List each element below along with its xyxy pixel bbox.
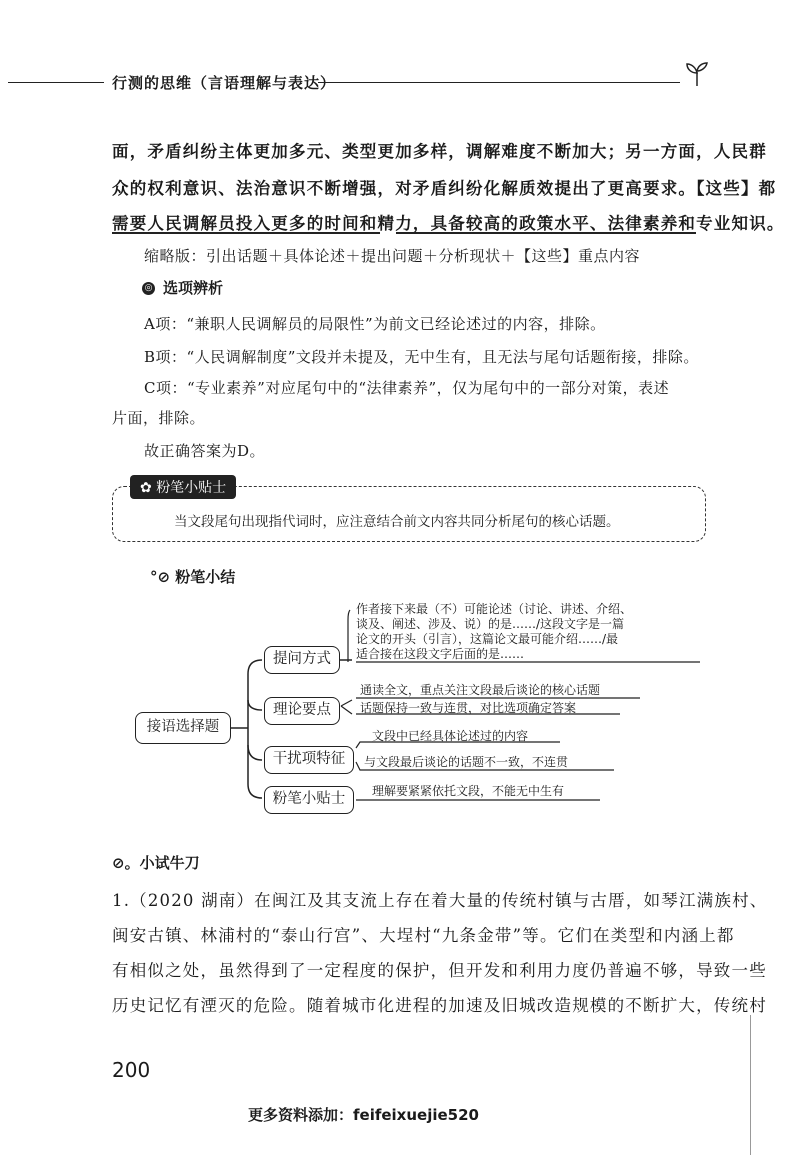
option-line: 片面，排除。 (112, 409, 206, 427)
summary-line: 缩略版：引出话题＋具体论述＋提出问题＋分析现状＋【这些】重点内容 (144, 247, 641, 265)
tip-label-text: 粉笔小贴士 (156, 480, 227, 496)
passage-line: 众的权利意识、法治意识不断增强，对矛盾纠纷化解质效提出了更高要求。【这些】都 (112, 179, 777, 198)
passage-underline (112, 232, 380, 234)
practice-line: 历史记忆有湮灭的危险。随着城市化进程的加速及旧城改造规模的不断扩大，传统村 (112, 996, 767, 1015)
mindmap-note: 谈及、阐述、涉及、说）的是……/这段文字是一篇 (356, 617, 625, 631)
option-line: A项：“兼职人民调解员的局限性”为前文已经论述过的内容，排除。 (144, 315, 606, 333)
summary-section-title (150, 566, 235, 587)
option-section-title (142, 277, 223, 298)
header-rule-right (318, 82, 680, 83)
passage-line: 需要人民调解员投入更多的时间和精力，具备较高的政策水平、法律素养和专业知识。 (112, 214, 785, 233)
mindmap-branch: 粉笔小贴士 (264, 786, 354, 814)
mindmap-branch: 理论要点 (264, 697, 340, 725)
option-section-label: 选项辨析 (163, 279, 224, 297)
analysis-badge-icon: ◎ (142, 282, 155, 295)
summary-section-label: 粉笔小结 (175, 568, 236, 586)
mindmap-branch: 提问方式 (264, 646, 340, 674)
mindmap-note: 理解要紧紧依托文段，不能无中生有 (372, 784, 565, 798)
header-title: 行测的思维（言语理解与表达） (106, 72, 342, 93)
right-margin-rule (750, 1015, 751, 1155)
option-line: B项：“人民调解制度”文段并未提及，无中生有，且无法与尾句话题衔接，排除。 (144, 348, 699, 366)
page-number: 200 (112, 1058, 151, 1082)
header-rule-left (8, 82, 104, 83)
passage-line: 面，矛盾纠纷主体更加多元、类型更加多样，调解难度不断加大；另一方面，人民群 (112, 142, 767, 161)
practice-line: 有相似之处，虽然得到了一定程度的保护，但开发和利用力度仍普遍不够，导致一些 (112, 961, 767, 980)
pencil-icon: °⊘ (150, 568, 176, 586)
mindmap-note: 通读全文，重点关注文段最后谈论的核心话题 (360, 683, 601, 697)
answer-line: 故正确答案为D。 (144, 442, 266, 460)
tip-label (130, 475, 236, 499)
practice-section-label: 小试牛刀 (139, 854, 200, 872)
mindmap-note: 适合接在这段文字后面的是…… (356, 647, 525, 661)
mindmap-note: 论文的开头（引言），这篇论文最可能介绍……/最 (356, 632, 619, 646)
mindmap-note: 话题保持一致与连贯，对比选项确定答案 (360, 701, 577, 715)
mindmap-branch: 干扰项特征 (264, 746, 354, 774)
mindmap-note: 与文段最后谈论的话题不一致，不连贯 (364, 755, 569, 769)
sprout-icon (682, 60, 712, 92)
sprout-icon: ✿ (140, 480, 157, 496)
practice-line: 1.（2020 湖南）在闽江及其支流上存在着大量的传统村镇与古厝，如琴江满族村、 (112, 891, 768, 910)
tip-text: 当文段尾句出现指代词时，应注意结合前文内容共同分析尾句的核心话题。 (174, 514, 620, 530)
passage-underline (396, 232, 696, 234)
option-line: C项：“专业素养”对应尾句中的“法律素养”，仅为尾句中的一部分对策，表述 (144, 379, 670, 397)
practice-section-title (112, 852, 200, 873)
mindmap-note: 作者接下来最（不）可能论述（讨论、讲述、介绍、 (356, 602, 633, 616)
mindmap-root: 接语选择题 (135, 712, 231, 744)
footer-note: 更多资料添加：feifeixuejie520 (248, 1106, 479, 1124)
practice-line: 闽安古镇、林浦村的“泰山行宫”、大埕村“九条金带”等。它们在类型和内涵上都 (112, 926, 735, 945)
pencil-icon: ⊘。 (112, 854, 140, 872)
mindmap-note: 文段中已经具体论述过的内容 (372, 729, 529, 743)
